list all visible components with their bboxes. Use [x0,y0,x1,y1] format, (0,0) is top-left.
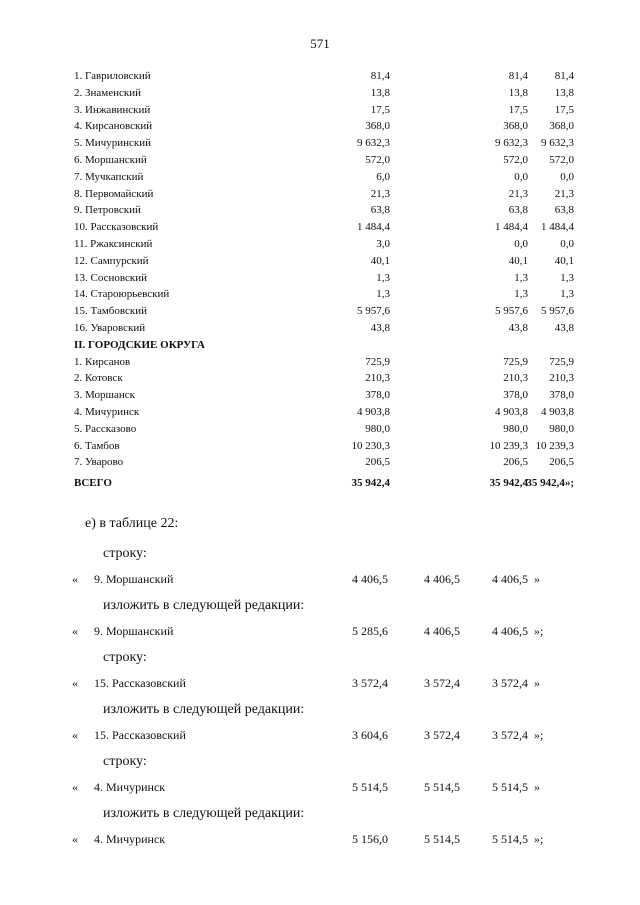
row-name: 16. Уваровский [74,321,146,334]
closing-quote: »; [564,477,574,490]
allocation-table [74,68,584,492]
row-name: 6. Тамбов [74,439,120,452]
row-name: 2. Котовск [74,372,123,385]
value-1: 5 156,0 [352,832,388,846]
row-label: строку: [103,546,147,561]
table-row [74,202,584,219]
open-quote: « [72,572,78,586]
row-value-3: 378,0 [549,389,574,402]
value-3: 3 572,4 [492,676,528,690]
open-quote: « [72,780,78,794]
row-name: 9. Петровский [74,204,141,217]
row-name: 12. Сампурский [74,254,149,267]
row-value-2: 368,0 [503,120,528,133]
value-2: 3 572,4 [424,728,460,742]
open-quote: « [72,832,78,846]
table-row [74,236,584,253]
row-value-1: 40,1 [370,254,390,267]
row-value-2: 63,8 [508,204,528,217]
table-row [74,152,584,169]
table-row [74,118,584,135]
row-value-2: 980,0 [503,422,528,435]
row-value-1: 980,0 [365,422,390,435]
row-value-3: 1,3 [560,288,574,301]
row-value-3: 1 484,4 [541,221,574,234]
close-quote: » [534,676,540,690]
row-value-1: 1 484,4 [357,221,390,234]
row-name: 4. Кирсановский [74,120,153,133]
row-value-1: 13,8 [370,86,390,99]
row-name: 4. Мичуринск [94,832,166,846]
row-name: 13. Сосновский [74,271,148,284]
row-value-1: 378,0 [365,389,390,402]
row-value-2: 9 632,3 [495,137,528,150]
value-2: 3 572,4 [424,676,460,690]
replace-label: изложить в следующей редакции: [103,598,305,613]
row-value-3: 1,3 [560,271,574,284]
row-value-2: 0,0 [514,170,528,183]
row-value-3: 17,5 [554,103,574,116]
row-name: 7. Уварово [74,456,124,469]
row-value-1: 210,3 [365,372,390,385]
open-quote: « [72,624,78,638]
row-value-1: 725,9 [365,355,390,368]
row-value-3: 40,1 [554,254,574,267]
row-value-1: 3,0 [376,237,390,250]
table-row [74,387,584,404]
row-value-2: 1 484,4 [495,221,528,234]
amendment-row [72,624,572,644]
value-1: 5 514,5 [352,780,388,794]
row-value-2: 10 239,3 [489,439,528,452]
table-row [74,303,584,320]
row-value-2: 43,8 [508,321,528,334]
row-value-3: 13,8 [554,86,574,99]
row-value-3: 63,8 [554,204,574,217]
section-heading [74,337,584,354]
value-3: 4 406,5 [492,572,528,586]
amendment-row [72,572,572,592]
row-value-1: 17,5 [370,103,390,116]
value-1: 5 285,6 [352,624,388,638]
replace-label: изложить в следующей редакции: [103,806,305,821]
table-row [74,135,584,152]
value-1: 4 406,5 [352,572,388,586]
table-row [74,253,584,270]
row-value-1: 43,8 [370,321,390,334]
row-value-3: 4 903,8 [541,405,574,418]
row-value-3: 21,3 [554,187,574,200]
row-name: 1. Гавриловский [74,70,151,82]
row-value-2: 13,8 [508,86,528,99]
row-value-2: 81,4 [508,70,528,82]
close-quote: » [534,572,540,586]
value-2: 4 406,5 [424,572,460,586]
total-value-1: 35 942,4 [351,477,390,490]
row-name: 8. Первомайский [74,187,154,200]
close-quote: »; [534,624,544,638]
row-name: 11. Ржаксинский [74,237,153,250]
amendment-row [72,780,572,800]
value-3: 5 514,5 [492,832,528,846]
row-value-1: 4 903,8 [357,405,390,418]
row-value-2: 206,5 [503,456,528,469]
row-value-2: 725,9 [503,355,528,368]
row-value-2: 40,1 [508,254,528,267]
row-value-3: 210,3 [549,372,574,385]
open-quote: « [72,728,78,742]
table-row [74,68,584,85]
table-row [74,320,584,337]
row-value-1: 368,0 [365,120,390,133]
row-value-3: 9 632,3 [541,137,574,150]
row-value-1: 9 632,3 [357,137,390,150]
row-value-3: 368,0 [549,120,574,133]
value-1: 3 572,4 [352,676,388,690]
value-2: 5 514,5 [424,832,460,846]
value-3: 3 572,4 [492,728,528,742]
row-name: 3. Инжавинский [74,103,151,116]
close-quote: »; [534,832,544,846]
row-value-2: 21,3 [508,187,528,200]
table-row [74,370,584,387]
row-name: 1. Кирсанов [74,355,131,368]
row-name: 15. Рассказовский [94,728,186,742]
row-value-1: 63,8 [370,204,390,217]
total-value-2: 35 942,4 [489,477,528,490]
row-value-3: 0,0 [560,170,574,183]
row-name: 2. Знаменский [74,86,142,99]
row-value-2: 5 957,6 [495,305,528,318]
value-3: 4 406,5 [492,624,528,638]
row-name: 10. Рассказовский [74,221,159,234]
table-row [74,454,584,471]
page-number: 571 [310,36,330,51]
table-row [74,421,584,438]
table-row [74,169,584,186]
row-value-3: 81,4 [554,70,574,82]
value-2: 4 406,5 [424,624,460,638]
row-value-3: 725,9 [549,355,574,368]
table-row [74,186,584,203]
row-value-1: 1,3 [376,288,390,301]
value-1: 3 604,6 [352,728,388,742]
row-name: 4. Мичуринск [94,780,166,794]
row-value-1: 1,3 [376,271,390,284]
table-row [74,219,584,236]
row-value-3: 10 239,3 [535,439,574,452]
row-name: 15. Рассказовский [94,676,186,690]
table-row [74,102,584,119]
row-value-2: 1,3 [514,271,528,284]
row-value-3: 980,0 [549,422,574,435]
table-row [74,438,584,455]
amendment-heading: е) в таблице 22: [85,516,179,531]
row-name: 15. Тамбовский [74,305,148,318]
total-label: ВСЕГО [74,477,112,490]
replace-label: изложить в следующей редакции: [103,702,305,717]
row-value-2: 210,3 [503,372,528,385]
row-value-3: 572,0 [549,153,574,166]
close-quote: »; [534,728,544,742]
row-value-3: 5 957,6 [541,305,574,318]
value-3: 5 514,5 [492,780,528,794]
total-value-3 [506,475,574,492]
row-value-3: 43,8 [554,321,574,334]
row-value-1: 572,0 [365,153,390,166]
open-quote: « [72,676,78,690]
row-value-2: 378,0 [503,389,528,402]
table-row [74,354,584,371]
row-label: строку: [103,754,147,769]
row-value-3: 0,0 [560,237,574,250]
table-row [74,270,584,287]
amendment-row [72,832,572,852]
amendment-row [72,676,572,696]
row-value-3: 206,5 [549,456,574,469]
row-name: 7. Мучкапский [74,170,144,183]
row-value-2: 572,0 [503,153,528,166]
section-title: II. ГОРОДСКИЕ ОКРУГА [74,338,205,351]
table-row [74,85,584,102]
row-name: 3. Моршанск [74,389,135,402]
row-name: 9. Моршанский [94,572,174,586]
row-value-1: 6,0 [376,170,390,183]
row-value-1: 206,5 [365,456,390,469]
row-name: 4. Мичуринск [74,405,140,418]
row-value-1: 10 230,3 [351,439,390,452]
row-value-1: 5 957,6 [357,305,390,318]
row-label: строку: [103,650,147,665]
row-name: 9. Моршанский [94,624,174,638]
row-name: 6. Моршанский [74,153,147,166]
amendment-row [72,728,572,748]
total-row [74,475,584,492]
row-value-2: 1,3 [514,288,528,301]
total-value-3-number: 35 942,4 [526,477,565,490]
row-value-2: 0,0 [514,237,528,250]
row-value-1: 21,3 [370,187,390,200]
row-value-2: 4 903,8 [495,405,528,418]
table-row [74,286,584,303]
row-name: 5. Мичуринский [74,137,151,150]
value-2: 5 514,5 [424,780,460,794]
close-quote: » [534,780,540,794]
row-name: 14. Староюрьевский [74,288,170,301]
row-name: 5. Рассказово [74,422,137,435]
row-value-2: 17,5 [508,103,528,116]
table-row [74,404,584,421]
row-value-1: 81,4 [370,70,390,82]
